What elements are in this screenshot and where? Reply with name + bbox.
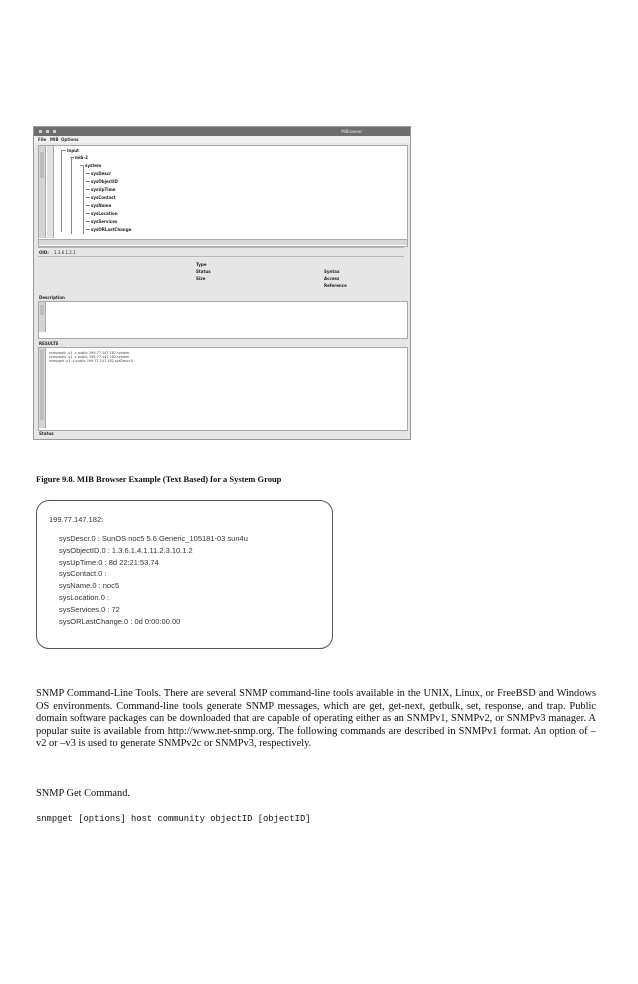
tree-node-syscontact[interactable]: sysContact (91, 195, 116, 200)
figure-caption: Figure 9.8. MIB Browser Example (Text Based) for a System Group (36, 474, 282, 484)
tree-node-sysname[interactable]: sysName (91, 203, 112, 208)
tree-node-system[interactable]: system (85, 163, 102, 168)
close-icon[interactable] (39, 130, 42, 133)
type-label: Type (196, 262, 207, 267)
description-scrollbar[interactable] (39, 302, 46, 332)
syntax-label: Syntax (324, 269, 340, 274)
result-line: sysORLastChange.0 : 0d 0:00:00.00 (59, 616, 181, 626)
tree-node-sysservices[interactable]: sysServices (91, 219, 118, 224)
results-line: snmpwalk -v1 -c public 199.77.147.182 system (49, 351, 130, 355)
access-label: Access (324, 276, 340, 281)
tree-node-root[interactable]: Input (67, 148, 79, 153)
menu-bar (34, 136, 410, 143)
host-ip: 199.77.147.182: (49, 515, 104, 524)
window-titlebar (34, 127, 410, 136)
size-label: Size (196, 276, 206, 281)
results-pane[interactable] (38, 347, 408, 431)
description-pane[interactable] (38, 301, 408, 339)
menu-options[interactable]: Options (61, 137, 79, 142)
maximize-icon[interactable] (53, 130, 56, 133)
status-label: Status (39, 431, 54, 436)
tree-node-sysorlastchange[interactable]: sysORLastChange (91, 227, 132, 232)
body-paragraph: SNMP Command-Line Tools. There are several SNMP command-line tools available in the UNIX, Linux, or FreeBSD and Windows OS environments. Command-line tools generate SNMP messages, which are get, get-next, getbulk, set, response, and trap. Public domain software packages can be downloaded that are capable of operating either as an SNMPv1, SNMPv2, or SNMPv3 manager. A popular suite is available from http://www.net-snmp.org. The following commands are described in SNMPv1 format. An option of –v2 or –v3 is used to generate SNMPv2c or SNMPv3, respectively. (36, 688, 596, 750)
tree-node-mib2[interactable]: mib-2 (75, 155, 88, 160)
tree-node-syslocation[interactable]: sysLocation (91, 211, 118, 216)
result-line: sysName.0 : noc5 (59, 581, 120, 591)
tree-node-sysobjectid[interactable]: sysObjectID (91, 179, 118, 184)
reference-label: Reference (324, 283, 347, 288)
result-line: sysObjectID.0 : 1.3.6.1.4.1.11.2.3.10.1.2 (59, 545, 193, 555)
minimize-icon[interactable] (46, 130, 49, 133)
window-title: MiBrowser (341, 129, 362, 134)
tree-node-sysuptime[interactable]: sysUpTime (91, 187, 116, 192)
command-syntax: snmpget [options] host community objectID [objectID] (36, 814, 311, 824)
status-field-label: Status (196, 269, 211, 274)
description-label: Description (39, 295, 65, 300)
result-line: sysUpTime.0 : 8d 22:21:53.74 (59, 557, 159, 567)
menu-mib[interactable]: MIB (50, 137, 59, 142)
results-line: snmpget -v1 -c public 199.77.147.182 sysDescr.0 (49, 359, 134, 363)
menu-file[interactable]: File (38, 137, 47, 142)
result-line: sysContact.0 : (59, 569, 107, 579)
command-heading: SNMP Get Command. (36, 788, 131, 799)
result-line: sysServices.0 : 72 (59, 604, 120, 614)
tree-vertical-scrollbar[interactable] (39, 146, 46, 238)
results-scrollbar[interactable] (39, 348, 46, 428)
result-line: sysDescr.0 : SunOS noc5 5.6 Generic_105181-03 sun4u (59, 534, 248, 543)
tree-node-sysdescr[interactable]: sysDescr (91, 171, 112, 176)
oid-label: OID: (39, 250, 49, 255)
result-line: sysLocation.0 : (59, 592, 110, 602)
snmp-results-box (36, 500, 333, 649)
mib-browser-screenshot (33, 126, 411, 440)
results-label: RESULTS (39, 341, 59, 346)
results-list (59, 533, 248, 627)
oid-value: 1.3.6.1.2.1 (54, 250, 76, 255)
results-line: snmpwalk -v1 -c public 199.77.147.182 system (49, 355, 130, 359)
mib-tree-pane[interactable] (38, 145, 408, 247)
tree-horizontal-scrollbar[interactable] (39, 239, 407, 245)
